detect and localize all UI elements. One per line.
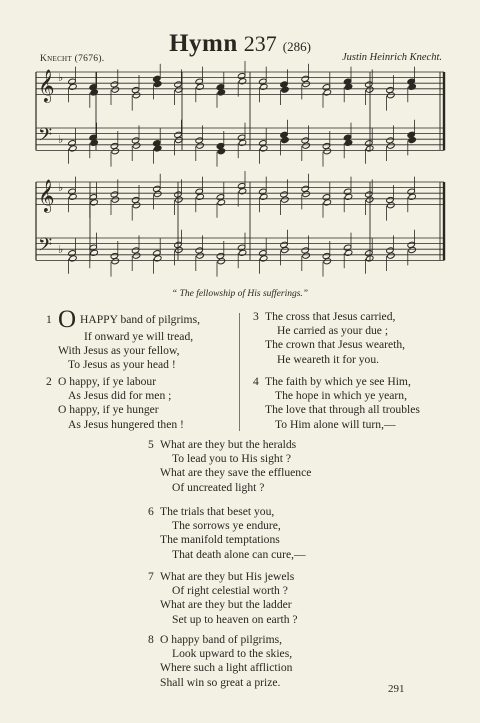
verse-line: What are they save the effluence [160,466,312,480]
verse-line: As Jesus hungered then ! [68,417,184,431]
verse-number: 8 [148,633,154,646]
verse-line: The hope in which ye yearn, [275,389,407,403]
verse-3 [253,310,405,367]
verse-line: The manifold temptations [160,533,280,547]
verse-line: To Jesus as your head ! [68,358,176,372]
music-score [0,0,480,290]
column-divider [239,313,240,431]
verse-4 [253,375,420,432]
drop-cap: O [58,306,77,333]
verse-line: What are they but the ladder [160,598,292,612]
verse-line: The trials that beset you, [160,505,275,518]
flat-icon: ♭ [58,243,64,256]
verse-line: The cross that Jesus carried, [265,310,396,323]
verse-line: Look upward to the skies, [172,647,293,661]
verse-line: The faith by which ye see Him, [265,375,411,388]
verse-line: O happy band of pilgrims, [160,633,283,646]
treble-clef-icon: 𝄞 [38,179,55,212]
verse-2 [46,375,184,432]
verse-line: O happy, if ye hunger [58,403,159,417]
bass-clef-icon: 𝄢 [38,125,53,150]
flat-icon: ♭ [58,133,64,146]
verse-line: What are they but His jewels [160,570,295,583]
verse-line: With Jesus as your fellow, [58,344,180,358]
flat-icon: ♭ [58,181,64,194]
verse-line: He weareth it for you. [277,352,380,366]
tune-name: Knecht (7676). [40,54,105,64]
verse-line: If onward ye will tread, [84,330,194,343]
verse-line: The crown that Jesus weareth, [265,338,406,352]
verse-line: Shall win so great a prize. [160,675,281,689]
verse-5 [148,438,311,495]
verse-1 [46,306,200,373]
verse-line: Of right celestial worth ? [172,584,288,598]
treble-clef-icon: 𝄞 [38,69,55,102]
alt-number: (286) [282,39,311,54]
verse-line: He carried as your due ; [277,324,389,338]
epigraph: “ The fellowship of His sufferings.” [171,289,309,299]
verse-number: 1 [46,313,52,326]
verse-line: Of uncreated light ? [172,480,265,494]
verse-line: To lead you to His sight ? [172,452,291,466]
title-word: Hymn [169,30,238,57]
bass-clef-icon: 𝄢 [38,235,53,260]
verse-line: HAPPY band of pilgrims, [77,313,200,326]
verse-7 [148,570,298,627]
verse-line: Where such a light affliction [160,661,293,675]
verse-line: That death alone can cure,— [172,547,306,561]
verse-6 [148,505,306,562]
verse-line: The love that through all troubles [265,403,420,417]
verse-number: 5 [148,438,154,451]
verse-number: 2 [46,375,52,388]
verse-line: Set up to heaven on earth ? [172,612,298,626]
verse-line: To Him alone will turn,— [275,417,396,431]
composer-name: Justin Heinrich Knecht. [341,52,442,63]
page-number: 291 [388,683,405,695]
hymn-number: 237 [243,31,277,56]
verse-line: What are they but the heralds [160,438,297,451]
verse-number: 4 [253,375,259,388]
verse-8 [148,633,292,690]
verse-number: 7 [148,570,154,583]
verse-number: 3 [253,310,259,323]
flat-icon: ♭ [58,71,64,84]
verse-number: 6 [148,505,154,518]
verse-line: As Jesus did for men ; [68,389,172,403]
verse-line: O happy, if ye labour [58,375,157,388]
verse-line: The sorrows ye endure, [172,519,281,533]
